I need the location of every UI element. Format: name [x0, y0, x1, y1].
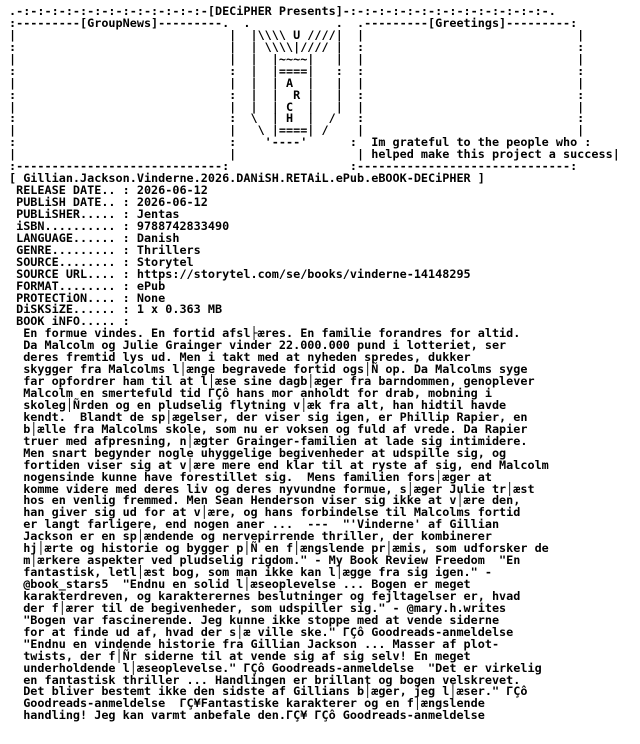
- book-description-line: skoleg│Ñrden og en pludselig flytning v│æk fra alt, han hidtil havde: [9, 397, 507, 412]
- ascii-banner-line: | | | |~~~~| | | |: [9, 51, 585, 66]
- book-description-line: "Endnu en vindende historie fra Gillian Jackson ... Masser af plot-: [9, 636, 500, 651]
- book-description-line: Men snart begynder nogle uhyggelige begivenheder at udspille sig, og: [9, 445, 507, 460]
- ascii-banner-line: | | | | A | | | |: [9, 75, 585, 90]
- book-description-line: Jackson er en sp│ændende og nervepirrende thriller, der kombinerer: [9, 529, 492, 544]
- ascii-banner-line: | | | helped make this project a success|: [9, 147, 620, 162]
- book-description-line: handling! Jeg kan varmt anbefale den.ΓÇ¥ ΓÇô Goodreads-anmeldelse: [9, 708, 485, 723]
- book-description-line: en fantastisk thriller ... Handlingen er brillant og bogen velskrevet.: [9, 672, 521, 687]
- book-description-line: der f│ærer til de begivenheder, som udspiller sig." - @mary.h.writes: [9, 600, 507, 615]
- book-description-line: @book_stars5 "Endnu en solid l│æseoplevelse ... Bogen er meget: [9, 577, 471, 591]
- ascii-banner-line: : : | | R | | : :: [9, 87, 585, 102]
- book-description-line: Det bliver bestemt ikke den sidste af Gillians b│æger, jeg l│æser." ΓÇô: [9, 684, 528, 699]
- book-description-line: nogensinde kunne have forestillet sig. Mens familien fors│æger at: [9, 469, 492, 484]
- book-description-line: b│ælle fra Malcolms skole, som nu er voksen og fuld af vrede. Da Rapier: [9, 421, 528, 436]
- info-book-info-label: BOOK iNFO..... :: [9, 314, 130, 329]
- ascii-banner-line: : : | |====| : : :: [9, 63, 585, 78]
- info-publish-date: PUBLiSH DATE.. : 2026-06-12: [9, 195, 208, 209]
- book-description-line: hj│ærte og historie og bygger p│Ñ en f│ængslende pr│æmis, som udforsker de: [9, 541, 549, 556]
- book-description-line: Da Malcolm og Julie Grainger vinder 22.000.000 pund i lotteriet, ser: [9, 338, 507, 353]
- info-source: SOURCE........ : Storytel: [9, 254, 194, 269]
- ascii-banner-line: :-----------------------------: :------------------------------:: [9, 159, 578, 174]
- release-title: [ Gillian.Jackson.Vinderne.2026.DANiSH.RETAiL.ePub.eBOOK-DECiPHER ]: [9, 171, 485, 186]
- info-protection: PROTECTiON.... : None: [9, 290, 166, 305]
- book-description-line: karakterdreven, og karakterernes beslutninger og fejltagelser er, hvad: [9, 588, 521, 603]
- ascii-banner-line: : | | \\\\|//// | : :: [9, 39, 585, 54]
- ascii-banner-line: :---------[GroupNews]---------. . . .---------[Greetings]---------:: [9, 15, 578, 30]
- ascii-banner-line: | | | | C | | | |: [9, 99, 585, 114]
- info-genre: GENRE......... : Thrillers: [9, 242, 201, 257]
- book-description-line: far opfordrer ham til at l│æse sine dagb│æger fra barndommen, genoplever: [9, 374, 535, 389]
- info-language: LANGUAGE...... : Danish: [9, 230, 180, 245]
- ascii-banner-line: | | |\\\\ U ////| | |: [9, 27, 585, 42]
- book-description-line: for at finde ud af, hvad der s│æ ville ske." ΓÇô Goodreads-anmeldelse: [9, 624, 514, 639]
- book-description-line: twists, der f│Ñr siderne til at vende sig af sig selv! En meget: [9, 648, 471, 663]
- book-description-line: m│ærkere aspekter ved pludselig rigdom." - My Book Review Freedom "En: [9, 553, 521, 568]
- info-source-url[interactable]: SOURCE URL.... : https://storytel.com/se/books/vinderne-14148295: [9, 266, 471, 281]
- ascii-banner-line: .-:-:-:-:-:-:-:-:-:-:-:-:-:-[DECiPHER Presents]-:-:-:-:-:-:-:-:-:-:-:-:-:-:-.: [9, 4, 556, 18]
- ascii-banner-line: : : \ | H | / : :: [9, 111, 585, 126]
- book-description-line: "Bogen var fascinerende. Jeg kunne ikke stoppe med at vende siderne: [9, 612, 500, 627]
- book-description-line: Malcolm en smertefuld tid ΓÇô hans mor anholdt for drab, mobning i: [9, 386, 492, 400]
- book-description-line: fantastisk, letl│æst bog, som man ikke kan l│ægge fra sig igen." -: [9, 565, 492, 580]
- info-release-date: RELEASE DATE.. : 2026-06-12: [9, 183, 208, 198]
- book-description-line: er langt farligere, end nogen aner ... --- "'Vinderne' af Gillian: [9, 517, 500, 532]
- book-description-line: hos en venlig fremmed. Men Sean Henderson viser sig ikke at v│ære den,: [9, 493, 521, 508]
- book-description-line: fortiden viser sig at v│ære mere end klar til at ryste af sig, end Malcolm: [9, 457, 549, 472]
- book-description-line: skygger fra Malcolms l│ænge begravede fortid ogs│Ñ op. Da Malcolms syge: [9, 362, 528, 377]
- info-isbn: iSBN.......... : 9788742833490: [9, 218, 230, 233]
- book-description-line: truer med afpresning, n│ægter Grainger-familien at lade sig intimidere.: [9, 433, 528, 448]
- book-description-line: kendt. Blandt de sp│ægelser, der viser sig igen, er Phillip Rapier, en: [9, 409, 528, 424]
- book-description-line: Goodreads-anmeldelse ΓÇ¥Fantastiske karakterer og en f│ængslende: [9, 696, 485, 711]
- info-disksize: DiSKSiZE...... : 1 x 0.363 MB: [9, 302, 223, 317]
- book-description-line: komme videre med deres liv og deres nyvundne formue, s│æger Julie tr│æst: [9, 481, 535, 496]
- ascii-banner-line: | | \ |====| / | |: [9, 123, 585, 138]
- info-publisher: PUBLiSHER..... : Jentas: [9, 206, 180, 221]
- book-description-line: En formue vindes. En fortid afsl├æres. En familie forandres for altid.: [9, 326, 521, 341]
- book-description-line: han giver sig ud for at v│ære, og hans forbindelse til Malcolms fortid: [9, 505, 521, 520]
- ascii-banner-line: : : '----' : Im grateful to the people who :: [9, 135, 592, 150]
- book-description-line: deres fremtid lys ud. Men i takt med at nyheden spredes, dukker: [9, 350, 471, 365]
- book-description-line: underholdende l│æseoplevelse." ΓÇô Goodreads-anmeldelse "Det er virkelig: [9, 660, 542, 675]
- info-format: FORMAT........ : ePub: [9, 278, 166, 293]
